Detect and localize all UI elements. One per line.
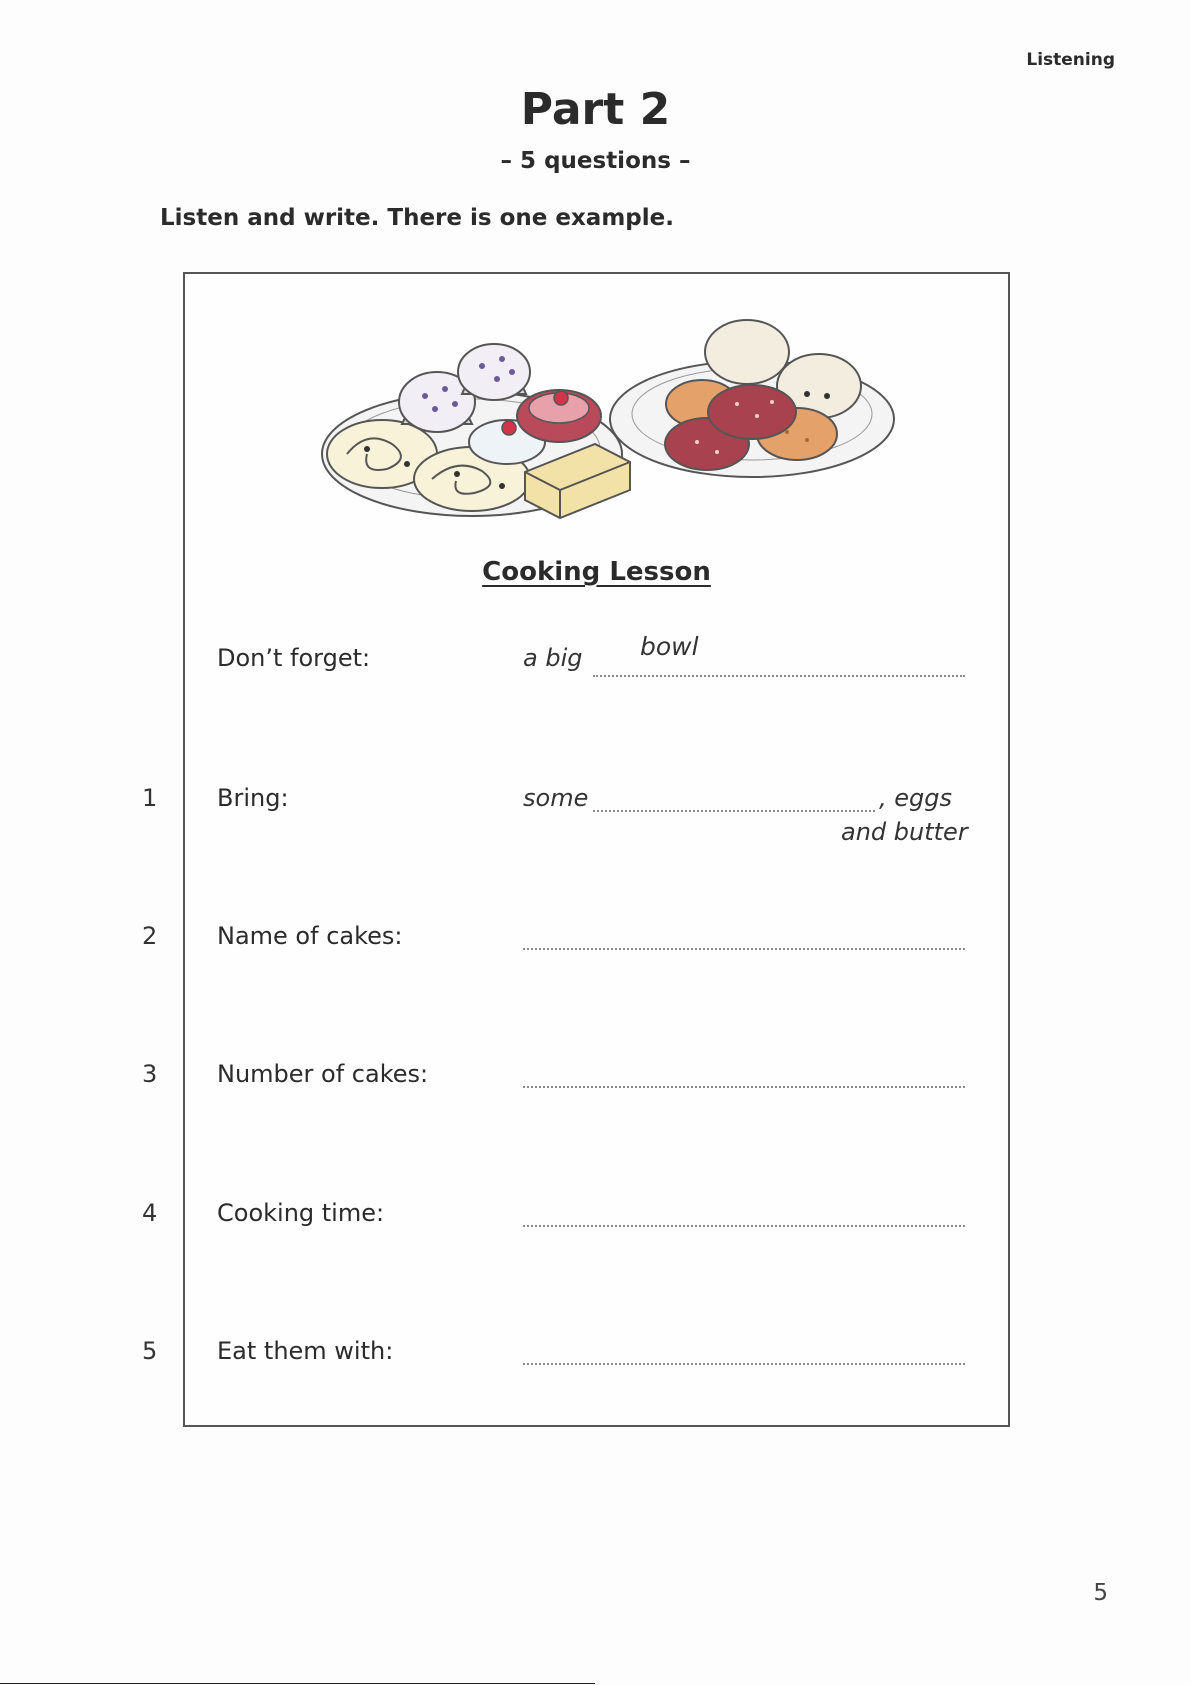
question-label: Number of cakes: xyxy=(217,1060,429,1088)
worksheet-title: Cooking Lesson xyxy=(482,557,711,587)
answer-suffix-line2: and butter xyxy=(841,818,968,846)
worksheet-box xyxy=(142,272,1010,1427)
answer-line[interactable] xyxy=(523,948,965,950)
part-title: Part 2 xyxy=(520,84,671,135)
bottom-rule xyxy=(0,1683,595,1684)
answer-suffix: , eggs xyxy=(879,784,952,812)
question-number: 1 xyxy=(142,784,158,812)
answer-line[interactable] xyxy=(523,1086,965,1088)
question-number: 5 xyxy=(142,1337,158,1365)
instructions: Listen and write. There is one example. xyxy=(160,205,674,231)
question-number: 4 xyxy=(142,1199,158,1227)
question-number: 3 xyxy=(142,1060,158,1088)
cakes-plates-illustration xyxy=(307,304,907,534)
answer-line[interactable] xyxy=(593,810,875,812)
answer-prefix: a big xyxy=(523,644,583,672)
question-label: Name of cakes: xyxy=(217,922,403,950)
answer-line xyxy=(593,675,965,677)
part-subtitle: – 5 questions – xyxy=(500,148,691,174)
question-label: Eat them with: xyxy=(217,1337,394,1365)
answer-line[interactable] xyxy=(523,1225,965,1227)
question-label: Bring: xyxy=(217,784,289,812)
page-number: 5 xyxy=(1093,1580,1108,1606)
section-label: Listening xyxy=(1026,50,1115,70)
question-label: Don’t forget: xyxy=(217,644,371,672)
question-number: 2 xyxy=(142,922,158,950)
answer-line[interactable] xyxy=(523,1363,965,1365)
example-answer: bowl xyxy=(640,632,699,661)
question-label: Cooking time: xyxy=(217,1199,385,1227)
answer-prefix: some xyxy=(523,784,589,812)
